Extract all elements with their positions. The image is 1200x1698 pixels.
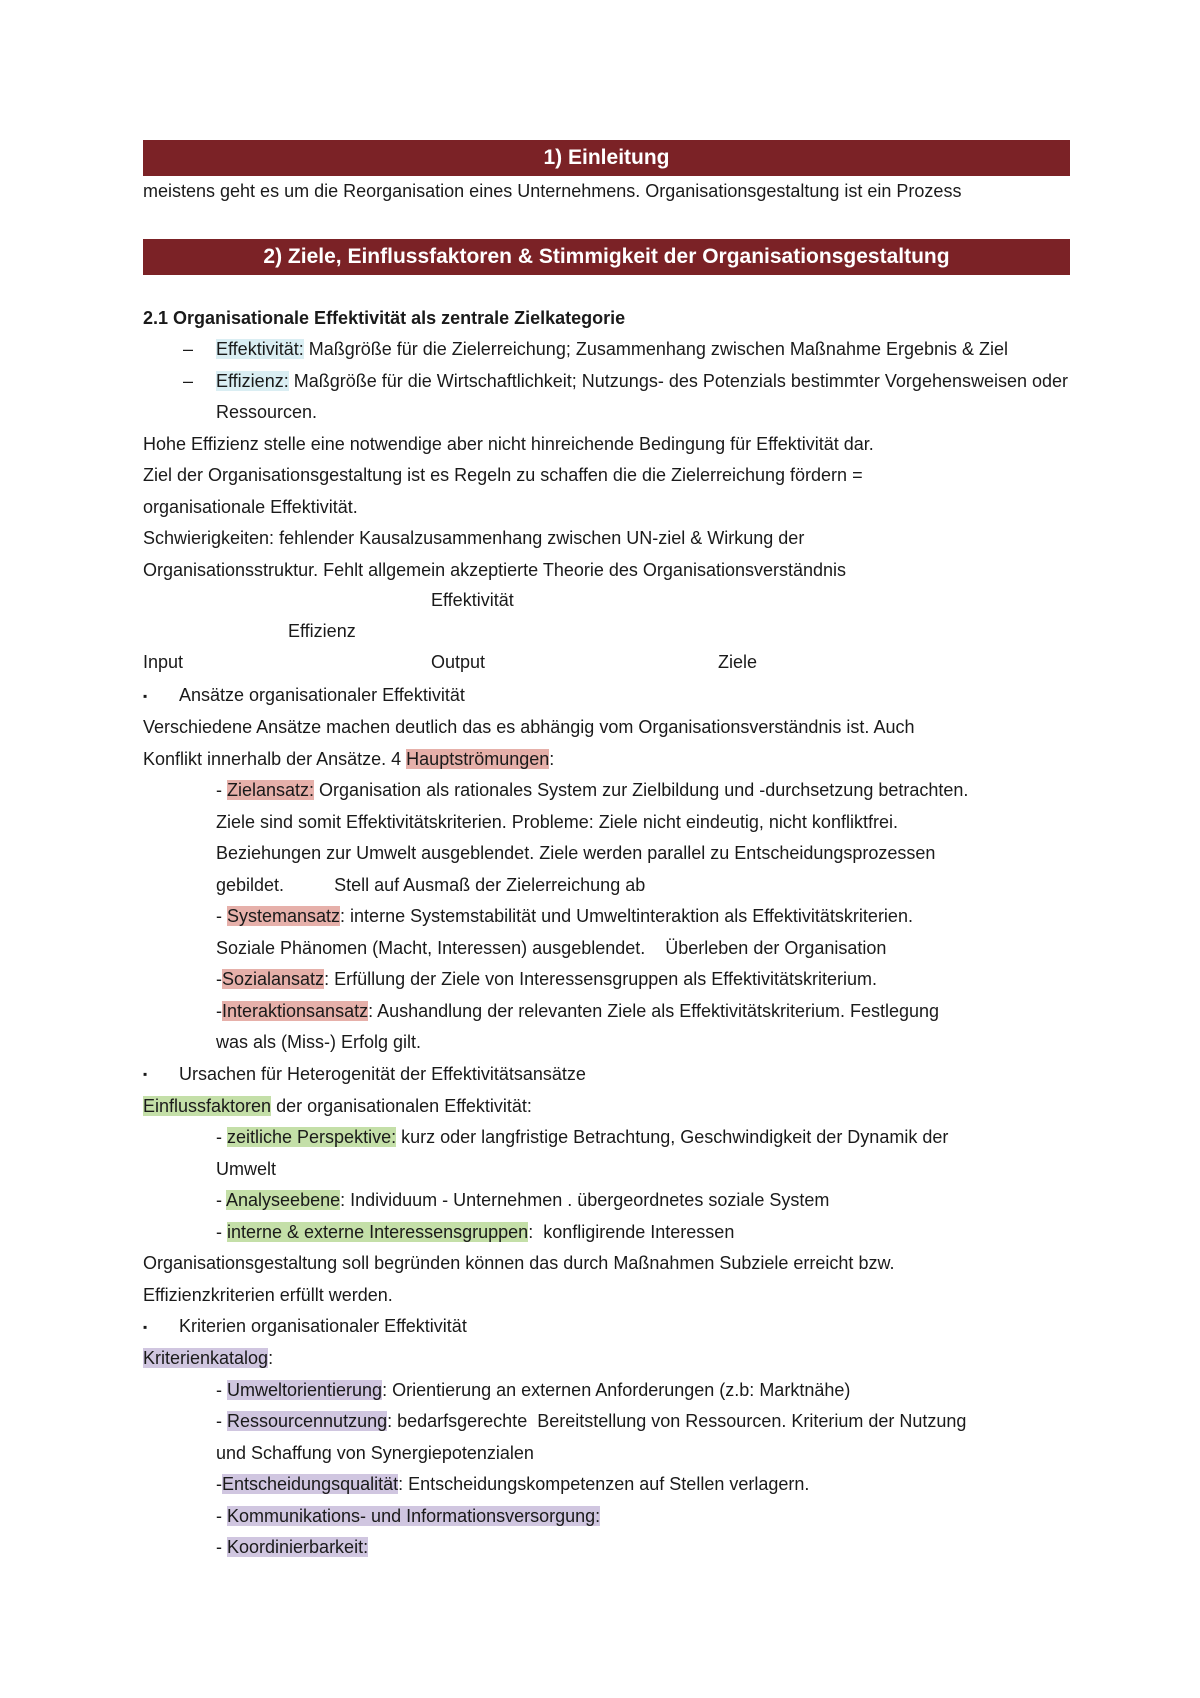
- text-span: : konfligirende Interessen: [528, 1221, 735, 1242]
- paragraph-begruenden-line-1: Organisationsgestaltung soll begründen können das durch Maßnahmen Subziele erreicht bzw.: [143, 1253, 895, 1273]
- bullet-marker: ▪: [143, 1319, 148, 1334]
- subsection-2-1-title: 2.1 Organisationale Effektivität als zentrale Zielkategorie: [143, 307, 626, 328]
- text-span: : Entscheidungskompetenzen auf Stellen verlagern.: [398, 1474, 810, 1494]
- paragraph-ziel-line-1: Ziel der Organisationsgestaltung ist es Regeln zu schaffen die die Zielerreichung fördern =: [143, 465, 863, 485]
- section-2-heading: 2) Ziele, Einflussfaktoren & Stimmigkeit der Organisationsgestaltung: [143, 239, 1070, 275]
- paragraph-ansaetze-line-1: Verschiedene Ansätze machen deutlich das es abhängig vom Organisationsverständnis ist. Auch: [143, 717, 915, 737]
- text-span: -: [216, 1411, 227, 1431]
- paragraph-ansaetze-line-2: [143, 744, 1070, 776]
- paragraph-ziel-line-2: organisationale Effektivität.: [143, 496, 358, 517]
- term-effektivitaet: Effektivität:: [216, 339, 304, 359]
- definition-effizienz: Maßgröße für die Wirtschaftlichkeit; Nutzungs- des Potenzials bestimmter Vorgehensweisen oder Ressourcen.: [216, 370, 1069, 422]
- text-span: Konflikt innerhalb der Ansätze. 4: [143, 748, 407, 769]
- koordinierbarkeit-line: [143, 1532, 1070, 1564]
- term-ressourcennutzung: Ressourcennutzung: [227, 1411, 388, 1431]
- diagram-label-effizienz: Effizienz: [288, 621, 356, 641]
- systemansatz-line-1: [143, 901, 1070, 933]
- text-span: der organisationalen Effektivität:: [271, 1095, 532, 1116]
- interessensgruppen-line: [143, 1217, 1070, 1249]
- term-einflussfaktoren: Einflussfaktoren: [143, 1095, 272, 1116]
- kriterienkatalog-line: [143, 1343, 1070, 1375]
- text-span: -: [216, 906, 227, 926]
- zeitliche-perspektive-line-1: [143, 1122, 1070, 1154]
- systemansatz-line-2: Soziale Phänomen (Macht, Interessen) ausgeblendet. Überleben der Organisation: [216, 937, 887, 958]
- bullet-marker: ▪: [143, 1067, 148, 1081]
- umweltorientierung-line: [143, 1375, 1070, 1407]
- term-interaktionsansatz: Interaktionsansatz: [222, 1000, 369, 1021]
- section-1-heading: 1) Einleitung: [143, 140, 1070, 176]
- text-span: : Aushandlung der relevanten Ziele als Effektivitätskriterium. Festlegung: [368, 1000, 940, 1021]
- dash-marker: –: [183, 370, 194, 391]
- term-zielansatz: Zielansatz:: [227, 780, 315, 800]
- kommunikation-line: [143, 1501, 1070, 1533]
- bullet-ansaetze: [143, 680, 1070, 712]
- term-sozialansatz: Sozialansatz: [222, 969, 325, 989]
- entscheidungsqualitaet-line: [143, 1469, 1070, 1501]
- einflussfaktoren-line: [143, 1091, 1070, 1123]
- diagram-label-ziele: Ziele: [718, 652, 758, 672]
- text-span: -: [216, 1474, 222, 1494]
- paragraph-schwierigkeiten-line-1: Schwierigkeiten: fehlender Kausalzusammenhang zwischen UN-ziel & Wirkung der: [143, 528, 805, 548]
- text-span: -: [216, 1221, 227, 1242]
- term-umweltorientierung: Umweltorientierung: [227, 1379, 383, 1400]
- bullet-marker: ▪: [143, 688, 148, 703]
- term-effizienz: Effizienz:: [216, 370, 289, 391]
- zielansatz-line-2: Ziele sind somit Effektivitätskriterien. Probleme: Ziele nicht eindeutig, nicht konfliktfrei.: [216, 811, 898, 832]
- term-interessensgruppen: interne & externe Interessensgruppen: [227, 1221, 529, 1242]
- dash-marker: –: [183, 339, 194, 359]
- bullet-kriterien: [143, 1311, 1070, 1343]
- paragraph-schwierigkeiten-line-2: Organisationsstruktur. Fehlt allgemein akzeptierte Theorie des Organisationsverständnis: [143, 559, 847, 580]
- term-kommunikation: Kommunikations- und Informationsversorgung:: [227, 1505, 601, 1526]
- effizienz-effektivitaet-diagram: [143, 586, 1070, 680]
- zielansatz-line-4: gebildet. Stell auf Ausmaß der Zielerreichung ab: [216, 874, 646, 895]
- text-span: : Orientierung an externen Anforderungen (z.b: Marktnähe): [382, 1379, 851, 1400]
- text-span: -: [216, 780, 227, 800]
- text-span: : bedarfsgerechte Bereitstellung von Ressourcen. Kriterium der Nutzung: [387, 1411, 967, 1431]
- term-koordinierbarkeit: Koordinierbarkeit:: [227, 1537, 369, 1557]
- list-item-effektivitaet: [143, 334, 1070, 366]
- zielansatz-line-3: Beziehungen zur Umwelt ausgeblendet. Ziele werden parallel zu Entscheidungsprozessen: [216, 843, 936, 863]
- term-zeitliche-perspektive: zeitliche Perspektive:: [227, 1127, 397, 1147]
- bullet-ursachen-label: Ursachen für Heterogenität der Effektivitätsansätze: [179, 1063, 586, 1084]
- text-span: : interne Systemstabilität und Umweltinteraktion als Effektivitätskriterien.: [340, 906, 913, 926]
- zielansatz-line-1: [143, 775, 1070, 807]
- term-kriterienkatalog: Kriterienkatalog: [143, 1348, 269, 1368]
- term-hauptstroemungen: Hauptströmungen: [406, 748, 550, 769]
- bullet-ursachen: [143, 1059, 1070, 1091]
- section-1-text: meistens geht es um die Reorganisation eines Unternehmens. Organisationsgestaltung ist ein Prozess: [143, 181, 962, 201]
- sozialansatz-line: [143, 964, 1070, 996]
- text-span: -: [216, 1127, 227, 1147]
- bullet-ansaetze-label: Ansätze organisationaler Effektivität: [179, 685, 465, 705]
- diagram-label-output: Output: [431, 652, 486, 672]
- term-analyseebene: Analyseebene: [226, 1190, 341, 1210]
- text-span: : Erfüllung der Ziele von Interessensgruppen als Effektivitätskriterium.: [324, 969, 877, 989]
- text-span: :: [549, 748, 555, 769]
- text-span: Organisation als rationales System zur Zielbildung und -durchsetzung betrachten.: [314, 780, 969, 800]
- paragraph-effizienz-bedingung: Hohe Effizienz stelle eine notwendige aber nicht hinreichende Bedingung für Effektivität dar.: [143, 433, 874, 454]
- text-span: -: [216, 1505, 227, 1526]
- list-item-effizienz: [143, 366, 1070, 429]
- text-span: -: [216, 1537, 227, 1557]
- term-systemansatz: Systemansatz: [227, 906, 341, 926]
- interaktionsansatz-line-2: was als (Miss-) Erfolg gilt.: [216, 1032, 422, 1052]
- document-page: [143, 140, 1070, 1564]
- text-span: -: [216, 1190, 227, 1210]
- term-entscheidungsqualitaet: Entscheidungsqualität: [222, 1474, 399, 1494]
- text-span: :: [268, 1348, 274, 1368]
- definition-effektivitaet: Maßgröße für die Zielerreichung; Zusammenhang zwischen Maßnahme Ergebnis & Ziel: [303, 339, 1009, 359]
- text-span: -: [216, 969, 222, 989]
- text-span: kurz oder langfristige Betrachtung, Geschwindigkeit der Dynamik der: [396, 1127, 949, 1147]
- paragraph-begruenden-line-2: Effizienzkriterien erfüllt werden.: [143, 1284, 393, 1305]
- interaktionsansatz-line-1: [143, 996, 1070, 1028]
- ressourcennutzung-line-2: und Schaffung von Synergiepotenzialen: [216, 1442, 534, 1463]
- diagram-label-effektivitaet: Effektivität: [431, 590, 514, 610]
- analyseebene-line: [143, 1185, 1070, 1217]
- text-span: -: [216, 1000, 222, 1021]
- diagram-label-input: Input: [143, 652, 184, 672]
- zeitliche-perspektive-line-2: Umwelt: [216, 1158, 277, 1179]
- text-span: : Individuum - Unternehmen . übergeordnetes soziale System: [340, 1190, 830, 1210]
- text-span: -: [216, 1379, 227, 1400]
- ressourcennutzung-line-1: [143, 1406, 1070, 1438]
- bullet-kriterien-label: Kriterien organisationaler Effektivität: [179, 1316, 467, 1336]
